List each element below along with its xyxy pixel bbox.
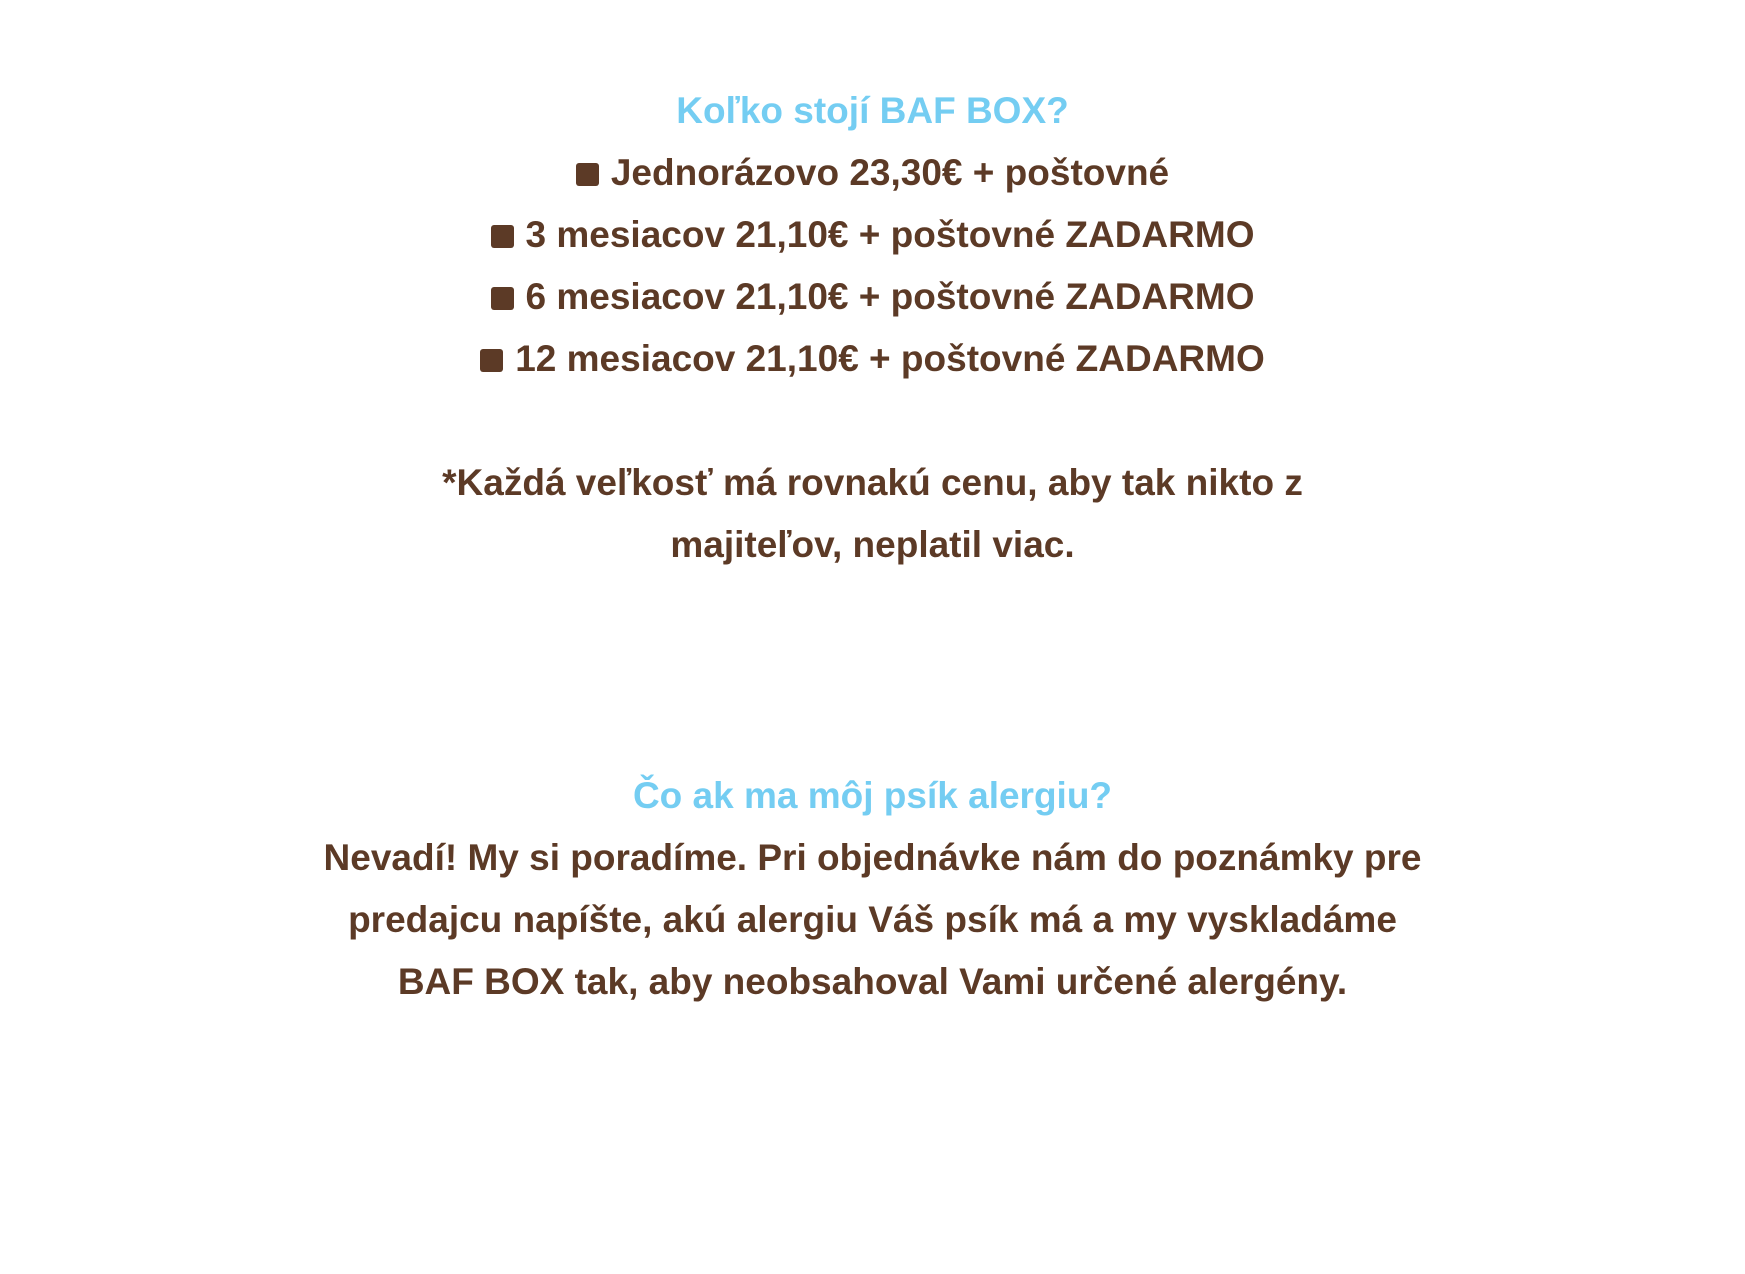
pricing-section [0,80,1745,576]
price-item [0,328,1745,390]
pricing-heading: Koľko stojí BAF BOX? [676,90,1069,131]
price-item-text: 6 mesiacov 21,10€ + poštovné ZADARMO [525,276,1255,317]
price-item [0,142,1745,204]
price-item [0,266,1745,328]
square-bullet-icon [491,287,514,310]
price-item-text: 3 mesiacov 21,10€ + poštovné ZADARMO [525,214,1255,255]
square-bullet-icon [480,349,503,372]
allergy-section [0,765,1745,1013]
pricing-note-line: *Každá veľkosť má rovnakú cenu, aby tak nikto z [442,462,1303,503]
square-bullet-icon [576,163,599,186]
allergy-text-line: BAF BOX tak, aby neobsahoval Vami určené alergény. [397,961,1348,1002]
square-bullet-icon [491,225,514,248]
spacer [0,390,1745,452]
allergy-text-line: Nevadí! My si poradíme. Pri objednávke nám do poznámky pre [323,837,1422,878]
price-item [0,204,1745,266]
price-item-text: 12 mesiacov 21,10€ + poštovné ZADARMO [515,338,1265,379]
allergy-heading: Čo ak ma môj psík alergiu? [632,775,1113,816]
allergy-text-line: predajcu napíšte, akú alergiu Váš psík má a my vyskladáme [348,899,1397,940]
pricing-note-line: majiteľov, neplatil viac. [670,524,1075,565]
price-item-text: Jednorázovo 23,30€ + poštovné [610,152,1170,193]
